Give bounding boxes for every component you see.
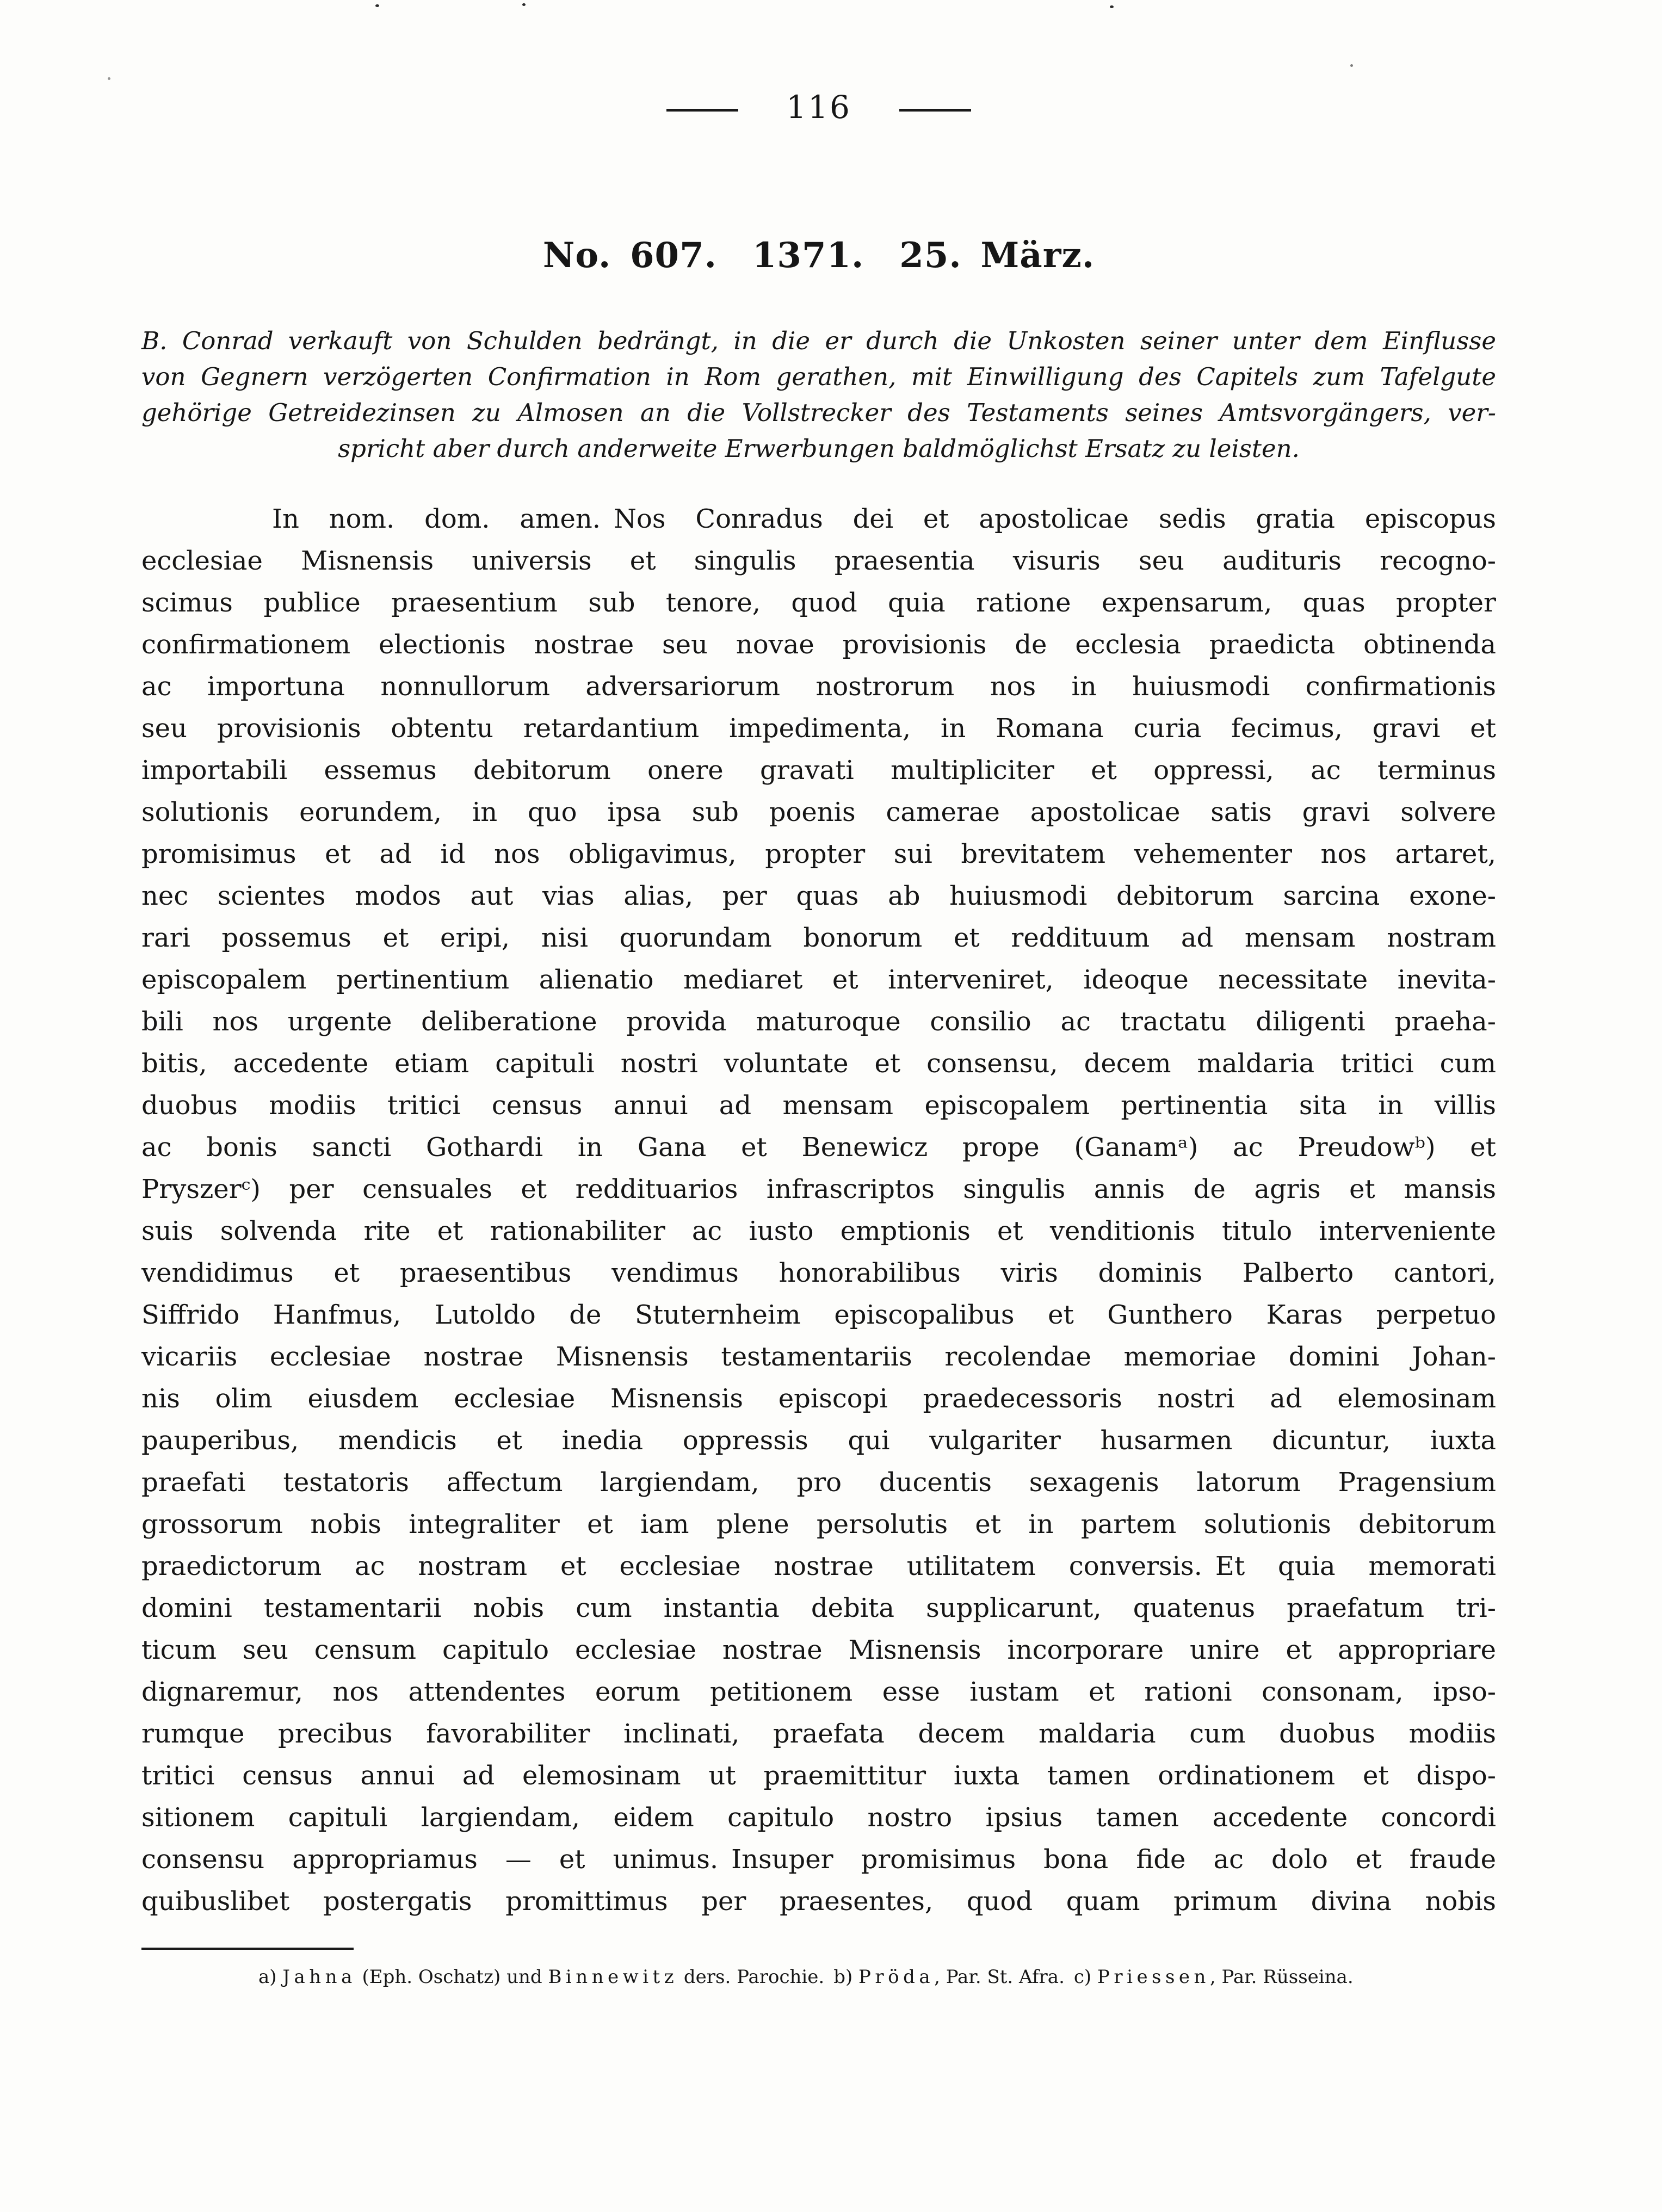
summary-line: gehörige Getreidezinsen zu Almosen an die Vollstrecker des Testaments seines Amtsvorgängers, ver- <box>141 398 1496 427</box>
body-line: grossorum nobis integraliter et iam plene persolutis et in partem solutionis debitorum <box>141 1509 1496 1540</box>
page-number-dash-left <box>666 109 738 112</box>
footnote <box>141 1965 1496 1989</box>
body-line: rumque precibus favorabiliter inclinati, praefata decem maldaria cum duobus modiis <box>141 1719 1496 1749</box>
body-line: Pryszerᶜ) per censuales et reddituarios infrascriptos singulis annis de agris et mansis <box>141 1174 1496 1204</box>
footnote-segment: , Par. Rüsseina. <box>1209 1966 1354 1988</box>
scan-speckle <box>108 77 110 80</box>
scan-speckle <box>522 3 526 6</box>
body-line: solutionis eorundem, in quo ipsa sub poenis camerae apostolicae satis gravi solvere <box>141 797 1496 827</box>
body-line: suis solvenda rite et rationabiliter ac iusto emptionis et venditionis titulo interveniente <box>141 1216 1496 1246</box>
scan-speckle <box>1350 64 1353 67</box>
body-line: episcopalem pertinentium alienatio mediaret et interveniret, ideoque necessitate inevita- <box>141 965 1496 995</box>
body-line: scimus publice praesentium sub tenore, quod quia ratione expensarum, quas propter <box>141 588 1496 618</box>
body-line: ac bonis sancti Gothardi in Gana et Benewicz prope (Ganamᵃ) ac Preudowᵇ) et <box>141 1132 1496 1163</box>
body-line: importabili essemus debitorum onere gravati multipliciter et oppressi, ac terminus <box>141 755 1496 786</box>
body-line: Siffrido Hanfmus, Lutoldo de Stuternheim episcopalibus et Gunthero Karas perpetuo <box>141 1300 1496 1330</box>
summary-line: spricht aber durch anderweite Erwerbungen baldmöglichst Ersatz zu leisten. <box>338 434 1300 463</box>
summary-paragraph <box>141 323 1496 467</box>
body-line: rari possemus et eripi, nisi quorundam bonorum et reddituum ad mensam nostram <box>141 923 1496 953</box>
body-line: confirmationem electionis nostrae seu novae provisionis de ecclesia praedicta obtinenda <box>141 629 1496 660</box>
body-line: praefati testatoris affectum largiendam, pro ducentis sexagenis latorum Pragensium <box>141 1467 1496 1498</box>
body-line: In nom. dom. amen. Nos Conradus dei et apostolicae sedis gratia episcopus <box>272 504 1496 534</box>
footnote-segment: a) <box>258 1966 283 1988</box>
body-line: bili nos urgente deliberatione provida maturoque consilio ac tractatu diligenti praeha- <box>141 1006 1496 1037</box>
footnote-segment: Jahna <box>282 1966 356 1988</box>
footnote-segment: Pröda <box>858 1966 935 1988</box>
footnote-segment: , Par. St. Afra. c) <box>934 1966 1098 1988</box>
summary-line: von Gegnern verzögerten Confirmation in Rom gerathen, mit Einwilligung des Capitels zum Tafelgute <box>141 362 1496 391</box>
charter-heading: No. 607. 1371. 25. März. <box>542 235 1095 276</box>
body-line: consensu appropriamus — et unimus. Insuper promisimus bona fide ac dolo et fraude <box>141 1844 1496 1875</box>
body-line: nis olim eiusdem ecclesiae Misnensis episcopi praedecessoris nostri ad elemosinam <box>141 1383 1496 1414</box>
charter-body-paragraph <box>141 498 1496 1923</box>
body-line: promisimus et ad id nos obligavimus, propter sui brevitatem vehementer nos artaret, <box>141 839 1496 869</box>
body-line: sitionem capituli largiendam, eidem capitulo nostro ipsius tamen accedente concordi <box>141 1802 1496 1833</box>
footnote-segment: Binnewitz <box>548 1966 678 1988</box>
body-line: domini testamentarii nobis cum instantia debita supplicarunt, quatenus praefatum tri- <box>141 1593 1496 1623</box>
running-head <box>141 0 1496 126</box>
body-line: duobus modiis tritici census annui ad mensam episcopalem pertinentia sita in villis <box>141 1090 1496 1121</box>
footnote-segment: (Eph. Oschatz) und <box>356 1966 548 1988</box>
footnote-segment: Priessen <box>1097 1966 1210 1988</box>
summary-line: B. Conrad verkauft von Schulden bedrängt, in die er durch die Unkosten seiner unter dem Einflusse <box>141 326 1496 355</box>
body-line: ac importuna nonnullorum adversariorum nostrorum nos in huiusmodi confirmationis <box>141 671 1496 702</box>
footnote-segment: ders. Parochie. b) <box>678 1966 859 1988</box>
scan-speckle <box>1110 5 1114 8</box>
scan-speckle <box>375 4 379 7</box>
page-number-dash-right <box>899 109 971 112</box>
footnote-separator-rule <box>141 1948 354 1950</box>
body-line: vendidimus et praesentibus vendimus honorabilibus viris dominis Palberto cantori, <box>141 1258 1496 1288</box>
body-line: ecclesiae Misnensis universis et singulis praesentia visuris seu audituris recogno- <box>141 546 1496 576</box>
body-line: pauperibus, mendicis et inedia oppressis qui vulgariter husarmen dicuntur, iuxta <box>141 1425 1496 1456</box>
body-line: ticum seu censum capitulo ecclesiae nostrae Misnensis incorporare unire et appropriare <box>141 1635 1496 1665</box>
page-number: 116 <box>786 89 851 126</box>
body-line: nec scientes modos aut vias alias, per quas ab huiusmodi debitorum sarcina exone- <box>141 881 1496 911</box>
body-line: dignaremur, nos attendentes eorum petitionem esse iustam et rationi consonam, ipso- <box>141 1677 1496 1707</box>
body-line: praedictorum ac nostram et ecclesiae nostrae utilitatem conversis. Et quia memorati <box>141 1551 1496 1581</box>
body-line: tritici census annui ad elemosinam ut praemittitur iuxta tamen ordinationem et dispo- <box>141 1760 1496 1791</box>
body-line: quibuslibet postergatis promittimus per praesentes, quod quam primum divina nobis <box>141 1886 1496 1917</box>
body-line: vicariis ecclesiae nostrae Misnensis testamentariis recolendae memoriae domini Johan- <box>141 1342 1496 1372</box>
body-line: seu provisionis obtentu retardantium impedimenta, in Romana curia fecimus, gravi et <box>141 713 1496 744</box>
body-line: bitis, accedente etiam capituli nostri voluntate et consensu, decem maldaria tritici cum <box>141 1048 1496 1079</box>
